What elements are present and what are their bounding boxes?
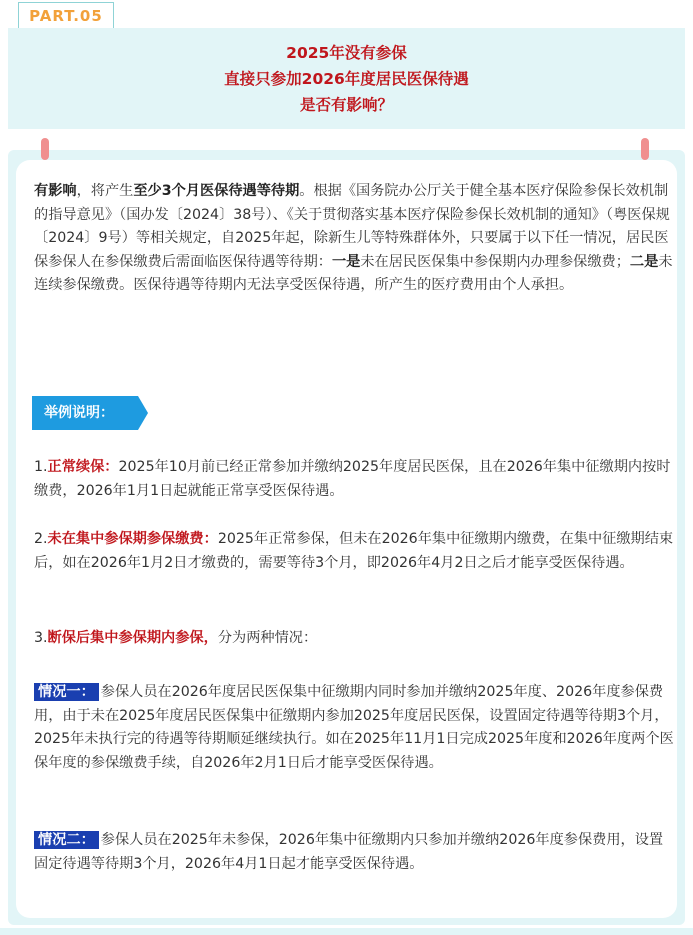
- intro-paragraph: [34, 180, 674, 298]
- left-pin-icon: [41, 138, 49, 160]
- item-3-body: 分为两种情况：: [217, 630, 318, 646]
- item-2: [34, 528, 674, 575]
- intro-text-1: ，将产生: [76, 183, 134, 199]
- title-line-2: 直接只参加2026年度居民医保待遇: [224, 70, 469, 88]
- right-pin-icon: [641, 138, 649, 160]
- item-1-number: 1.: [34, 459, 48, 475]
- case-1-badge: 情况一：: [34, 683, 99, 701]
- item-1: [34, 456, 674, 503]
- intro-text-4: 未连续参保缴费。医保待遇等待期内无法享受医保待遇，所产生的医疗费用由个人承担。: [34, 253, 673, 293]
- item-3-number: 3.: [34, 630, 48, 646]
- intro-text-2: 。根据《国务院办公厅关于健全基本医疗保险参保长效机制的指导意见》（国办发〔2024〕38号）、《关于贯彻落实基本医疗保险参保长效机制的通知》（粤医保规〔2024〕9号）等相关规定，自2025年起，除新生儿等特殊群体外，只要属于以下任一情况，居民医保参保人在参保缴费后需面临医保待遇等待期：: [34, 183, 670, 270]
- item-2-heading: 未在集中参保期参保缴费：: [47, 531, 218, 547]
- part-label: [18, 2, 114, 30]
- bottom-edge: [0, 928, 693, 935]
- intro-lead: 有影响: [34, 183, 77, 199]
- case-2-body: 参保人员在2025年未参保，2026年集中征缴期内只参加并缴纳2026年度参保费用，设置固定待遇等待期3个月，2026年4月1日起才能享受医保待遇。: [34, 832, 664, 872]
- part-label-text: PART.05: [29, 7, 103, 25]
- title-line-3: 是否有影响？: [299, 96, 393, 114]
- content-card: [16, 160, 677, 918]
- title-line-1: 2025年没有参保: [286, 44, 407, 62]
- item-2-number: 2.: [34, 531, 48, 547]
- case-1: [34, 681, 674, 775]
- case-2: [34, 829, 674, 876]
- item-2-body: 2025年正常参保，但未在2026年集中征缴期内缴费，在集中征缴期结束后，如在2026年1月2日才缴费的，需要等待3个月，即2026年4月2日之后才能享受医保待遇。: [34, 531, 674, 571]
- case-2-badge: 情况二：: [34, 831, 99, 849]
- item-3: [34, 627, 674, 651]
- example-tag: [32, 396, 148, 430]
- item-1-heading: 正常续保：: [47, 459, 119, 475]
- intro-case-two: 二是: [629, 253, 659, 270]
- content-panel: [8, 150, 685, 925]
- item-1-body: 2025年10月前已经正常参加并缴纳2025年度居民医保，且在2026年集中征缴期内按时缴费，2026年1月1日起就能正常享受医保待遇。: [34, 459, 671, 499]
- intro-emphasis: 至少3个月医保待遇等待期: [133, 183, 300, 199]
- intro-case-one: 一是: [331, 253, 361, 270]
- example-tag-label: 举例说明：: [44, 405, 114, 421]
- item-3-heading: 断保后集中参保期内参保，: [47, 630, 218, 646]
- case-1-body: 参保人员在2026年度居民医保集中征缴期内同时参加并缴纳2025年度、2026年度参保费用，由于未在2025年度居民医保集中征缴期内参加2025年度居民医保，设置固定待遇等待期3个月，2025年未执行完的待遇等待期顺延继续执行。如在2025年11月1日完成2025年度和2026年度两个医保年度的参保缴费手续，自2026年2月1日后才能享受医保待遇。: [34, 684, 674, 771]
- title-section: [8, 28, 685, 129]
- intro-text-3: 未在居民医保集中参保期内办理参保缴费；: [360, 253, 630, 270]
